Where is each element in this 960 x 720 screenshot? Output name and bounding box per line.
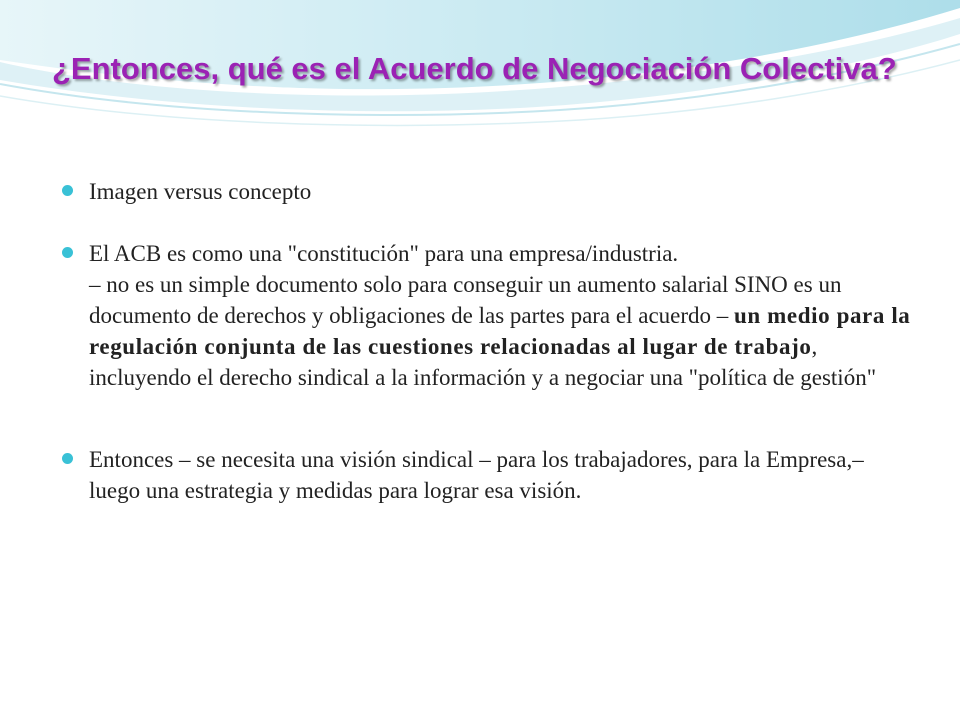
bullet-2-detail [62,269,912,393]
bullet-item-1 [62,176,912,207]
bullet-item-2 [62,238,912,269]
detail-text-bold: un medio para la regulación conjunta de las cuestiones relacionadas al lugar de trabajo [89,303,911,359]
detail-text-part1: – no es un simple documento solo para conseguir un aumento salarial SINO es un documento de derechos y obligaciones de las partes para el acuerdo – [89,272,842,328]
bullet-dot-icon [62,453,73,464]
bullet-text: Imagen versus concepto [89,179,312,204]
bullet-text: El ACB es como una "constitución" para una empresa/industria. [89,241,679,266]
bullet-text: Entonces – se necesita una visión sindical – para los trabajadores, para la Empresa,– luego una estrategia y medidas para lograr esa visión. [89,447,864,503]
slide-body [62,176,912,506]
slide-title: ¿Entonces, qué es el Acuerdo de Negociación Colectiva? [52,51,897,86]
bullet-dot-icon [62,185,73,196]
bullet-item-3 [62,444,912,506]
bullet-dot-icon [62,247,73,258]
detail-text-part2: , incluyendo el derecho sindical a la información y a negociar una "política de gestión" [89,334,877,390]
